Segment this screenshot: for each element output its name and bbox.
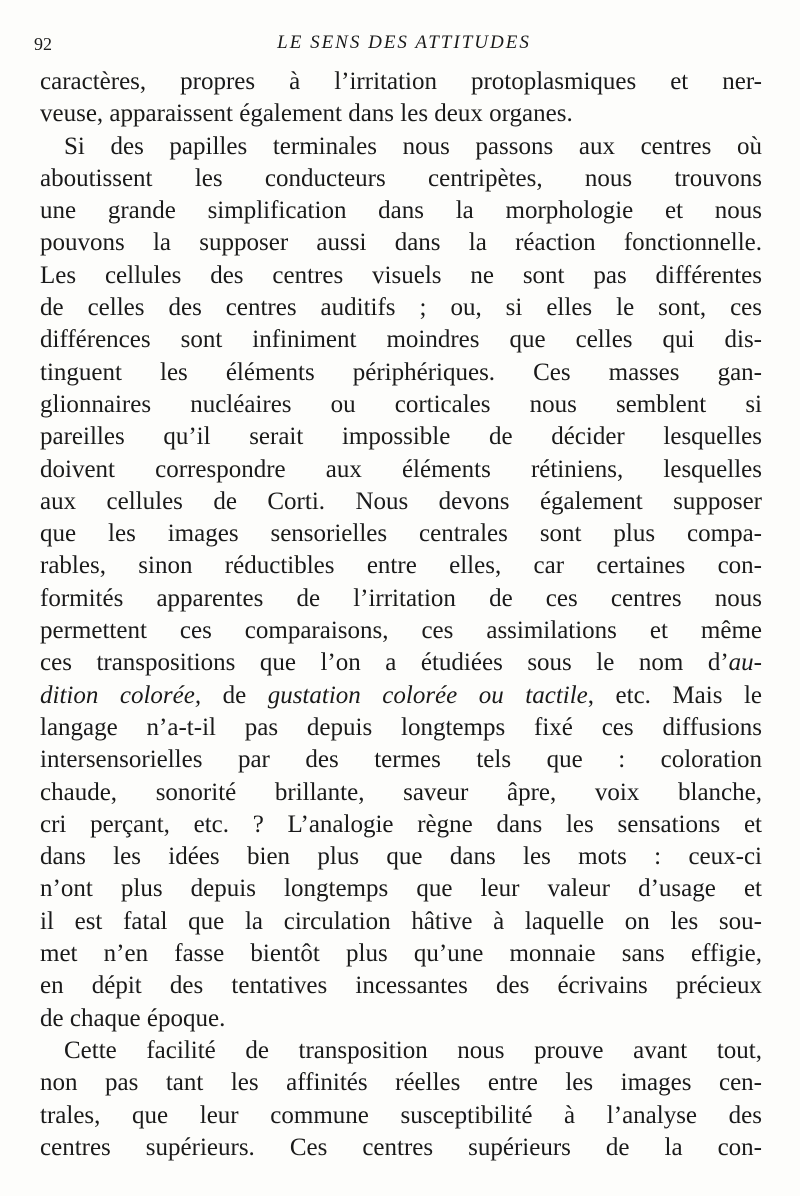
text-line: centres supérieurs. Ces centres supérieurs de la con-	[40, 1133, 762, 1161]
text-line: Cette facilité de transposition nous prouve avant tout,	[64, 1036, 762, 1064]
text-line: de chaque époque.	[40, 1004, 226, 1032]
text-line: aux cellules de Corti. Nous devons également supposer	[40, 487, 762, 515]
text-line: Si des papilles terminales nous passons aux centres où	[64, 132, 762, 160]
text-line: permettent ces comparaisons, ces assimilations et même	[40, 617, 762, 645]
page-number: 92	[34, 34, 52, 54]
running-head	[34, 32, 774, 58]
body-text	[40, 66, 762, 1164]
text-line-mixed	[40, 680, 762, 712]
text-line: cri perçant, etc. ? L’analogie règne dans les sensations et	[40, 810, 762, 838]
text-line: langage n’a-t-il pas depuis longtemps fixé ces diffusions	[40, 713, 762, 741]
text-segment: , etc. Mais le	[587, 681, 762, 709]
italic-segment: dition colorée,	[40, 681, 202, 709]
text-line: non pas tant les affinités réelles entre les images cen-	[40, 1069, 762, 1097]
text-line: en dépit des tentatives incessantes des écrivains précieux	[40, 972, 762, 1000]
text-line: aboutissent les conducteurs centripètes, nous trouvons	[40, 164, 762, 192]
text-line-mixed	[40, 647, 762, 679]
paragraph-1	[40, 66, 762, 131]
text-line: glionnaires nucléaires ou corticales nous semblent si	[40, 390, 762, 418]
italic-segment: au-	[728, 649, 762, 677]
text-line: doivent correspondre aux éléments rétiniens, lesquelles	[40, 455, 762, 483]
text-line: une grande simplification dans la morphologie et nous	[40, 197, 762, 225]
text-line: tinguent les éléments périphériques. Ces masses gan-	[40, 358, 762, 386]
text-line: veuse, apparaissent également dans les deux organes.	[40, 100, 573, 128]
text-line: Les cellules des centres visuels ne sont pas différentes	[40, 261, 762, 289]
text-line: de celles des centres auditifs ; ou, si elles le sont, ces	[40, 294, 762, 322]
paragraph-3	[40, 1035, 762, 1164]
text-line: met n’en fasse bientôt plus qu’une monnaie sans effigie,	[40, 940, 762, 968]
text-segment: ces transpositions que l’on a étudiées sous le nom d’	[40, 649, 729, 677]
text-line: dans les idées bien plus que dans les mots : ceux-ci	[40, 843, 762, 871]
text-line: pareilles qu’il serait impossible de décider lesquelles	[40, 423, 762, 451]
text-line: trales, que leur commune susceptibilité à l’analyse des	[40, 1101, 762, 1129]
text-line: que les images sensorielles centrales sont plus compa-	[40, 520, 762, 548]
text-line: caractères, propres à l’irritation protoplasmiques et ner-	[40, 68, 762, 95]
text-line: il est fatal que la circulation hâtive à laquelle on les sou-	[40, 907, 762, 935]
text-line: chaude, sonorité brillante, saveur âpre, voix blanche,	[40, 778, 762, 806]
text-line: n’ont plus depuis longtemps que leur valeur d’usage et	[40, 875, 762, 903]
running-title: LE SENS DES ATTITUDES	[277, 32, 531, 53]
italic-segment: gustation colorée ou tactile	[267, 681, 588, 709]
text-segment: de	[201, 681, 268, 709]
text-line: différences sont infiniment moindres que celles qui dis-	[40, 326, 762, 354]
text-line: rables, sinon réductibles entre elles, car certaines con-	[40, 552, 762, 580]
text-line: intersensorielles par des termes tels que : coloration	[40, 746, 762, 774]
paragraph-2	[40, 131, 762, 1035]
text-line: pouvons la supposer aussi dans la réaction fonctionnelle.	[40, 229, 762, 257]
text-line: formités apparentes de l’irritation de ces centres nous	[40, 584, 762, 612]
